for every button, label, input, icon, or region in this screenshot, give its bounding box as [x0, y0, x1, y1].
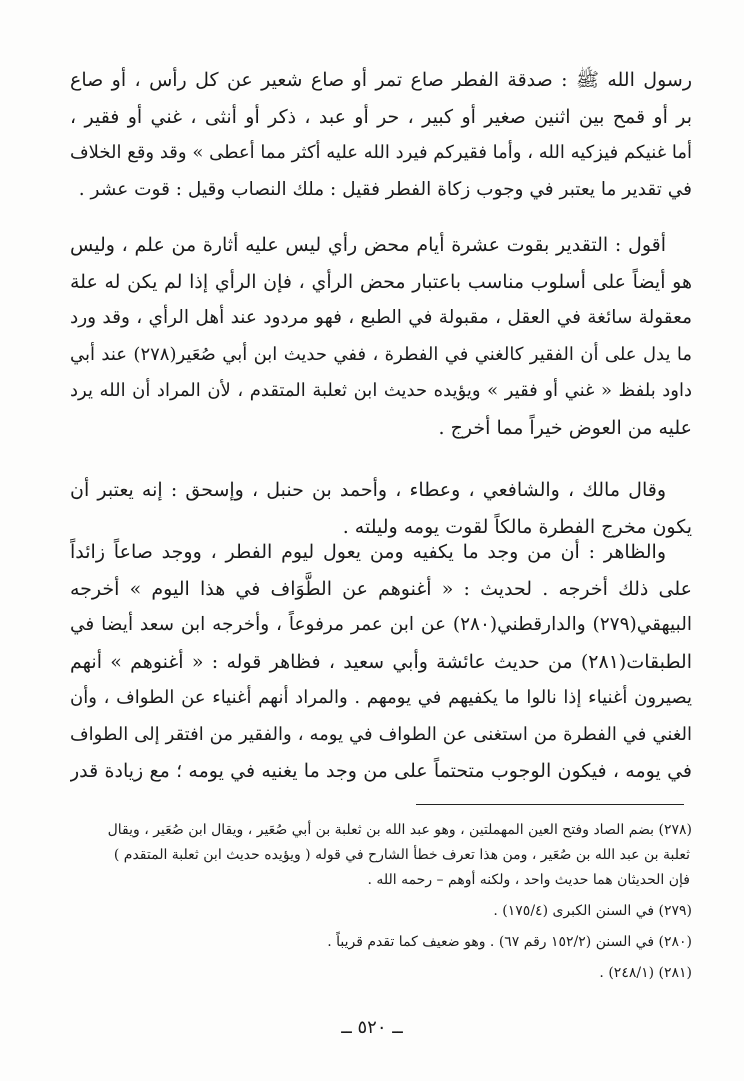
text-line: بر أو قمح بين اثنين صغير أو كبير ، حر أو عبد ، ذكر أو أنثى ، غني أو فقير ،: [70, 105, 692, 128]
text-line: وقال مالك ، والشافعي ، وعطاء ، وأحمد بن حنبل ، وإسحق : إنه يعتبر أن: [70, 479, 666, 501]
text-line: الغني في الفطرة من استغنى عن الطواف في يومه ، والفقير من افتقر إلى الطواف: [70, 723, 692, 745]
paragraph-1: [70, 62, 692, 208]
text-line: على ذلك أخرجه . لحديث : « أغنوهم عن الطَّوَاف في هذا اليوم » أخرجه: [70, 577, 692, 600]
footnote-278: (٢٧٨) بضم الصاد وفتح العين المهملتين ، وهو عبد الله بن ثعلبة بن أبي صُعَير ، ويقال ابن صُعَير ، ويقال: [107, 822, 692, 838]
text-line: معقولة سائغة في العقل ، مقبولة في الطبع ، فهو مردود عند أهل الرأي ، وقد ورد: [70, 307, 692, 328]
text-line: عليه من العوض خيراً مما أخرج .: [438, 416, 692, 439]
text-line: في تقدير ما يعتبر في وجوب زكاة الفطر فقيل : ملك النصاب وقيل : قوت عشر .: [78, 178, 692, 200]
footnotes: [70, 818, 692, 986]
text-line: أما غنيكم فيزكيه الله ، وأما فقيركم فيرد الله عليه أكثر مما أعطى » وقد وقع الخلاف: [70, 142, 692, 163]
text-line: هو أيضاً على أسلوب مناسب باعتبار محض الرأي ، فإن الرأي إذا لم يكن له علة: [70, 270, 692, 293]
text-line: والظاهر : أن من وجد ما يكفيه ومن يعول ليوم الفطر ، ووجد صاعاً زائداً: [70, 541, 666, 563]
page-number: ــ ٥٢٠ ــ: [341, 1017, 403, 1038]
footnote-separator: [416, 804, 684, 805]
text-line: رسول الله ﷺ : صدقة الفطر صاع تمر أو صاع شعير عن كل رأس ، أو صاع: [70, 69, 692, 91]
footnote-278-continuation: فإن الحديثان هما حديث واحد ، ولكنه أوهم – رحمه الله .: [367, 872, 690, 888]
text-line: في يومه ، فيكون الوجوب متحتماً على من وجد ما يغنيه في يومه ؛ مع زيادة قدر: [70, 760, 692, 782]
text-line: داود بلفظ « غني أو فقير » ويؤيده حديث ابن ثعلبة المتقدم ، لأن المراد أن الله يرد: [70, 380, 692, 401]
text-line: ما يدل على أن الفقير كالغني في الفطرة ، ففي حديث ابن أبي صُعَير(٢٧٨) عند أبي: [70, 343, 692, 365]
paragraph-2: [70, 227, 692, 446]
footnote-280: (٢٨٠) في السنن (١٥٢/٢ رقم ٦٧) . وهو ضعيف كما تقدم قريباً .: [327, 934, 692, 950]
text-line: يكون مخرج الفطرة مالكاً لقوت يومه وليلته .: [342, 515, 692, 538]
paragraph-4: [70, 534, 692, 790]
footnote-279: (٢٧٩) في السنن الكبرى (١٧٥/٤) .: [493, 903, 692, 919]
text-line: البيهقي(٢٧٩) والدارقطني(٢٨٠) عن ابن عمر مرفوعاً ، وأخرجه ابن سعد أيضا في: [70, 614, 692, 635]
footnote-278-continuation: ثعلبة بن عبد الله بن صُعَير ، ومن هذا تعرف خطأ الشارح في قوله ( ويؤيده حديث ابن ثعلبة المتقدم ): [113, 847, 690, 863]
text-line: يصيرون أغنياء إذا نالوا ما يكفيهم في يومهم . والمراد أنهم أغنياء عن الطواف ، وأن: [70, 687, 692, 708]
text-line: أقول : التقدير بقوت عشرة أيام محض رأي ليس عليه أثارة من علم ، وليس: [70, 234, 667, 256]
text-line: الطبقات(٢٨١) من حديث عائشة وأبي سعيد ، فظاهر قوله : « أغنوهم » أنهم: [70, 650, 692, 673]
footnote-281: (٢٨١) (٢٤٨/١) .: [599, 965, 692, 981]
